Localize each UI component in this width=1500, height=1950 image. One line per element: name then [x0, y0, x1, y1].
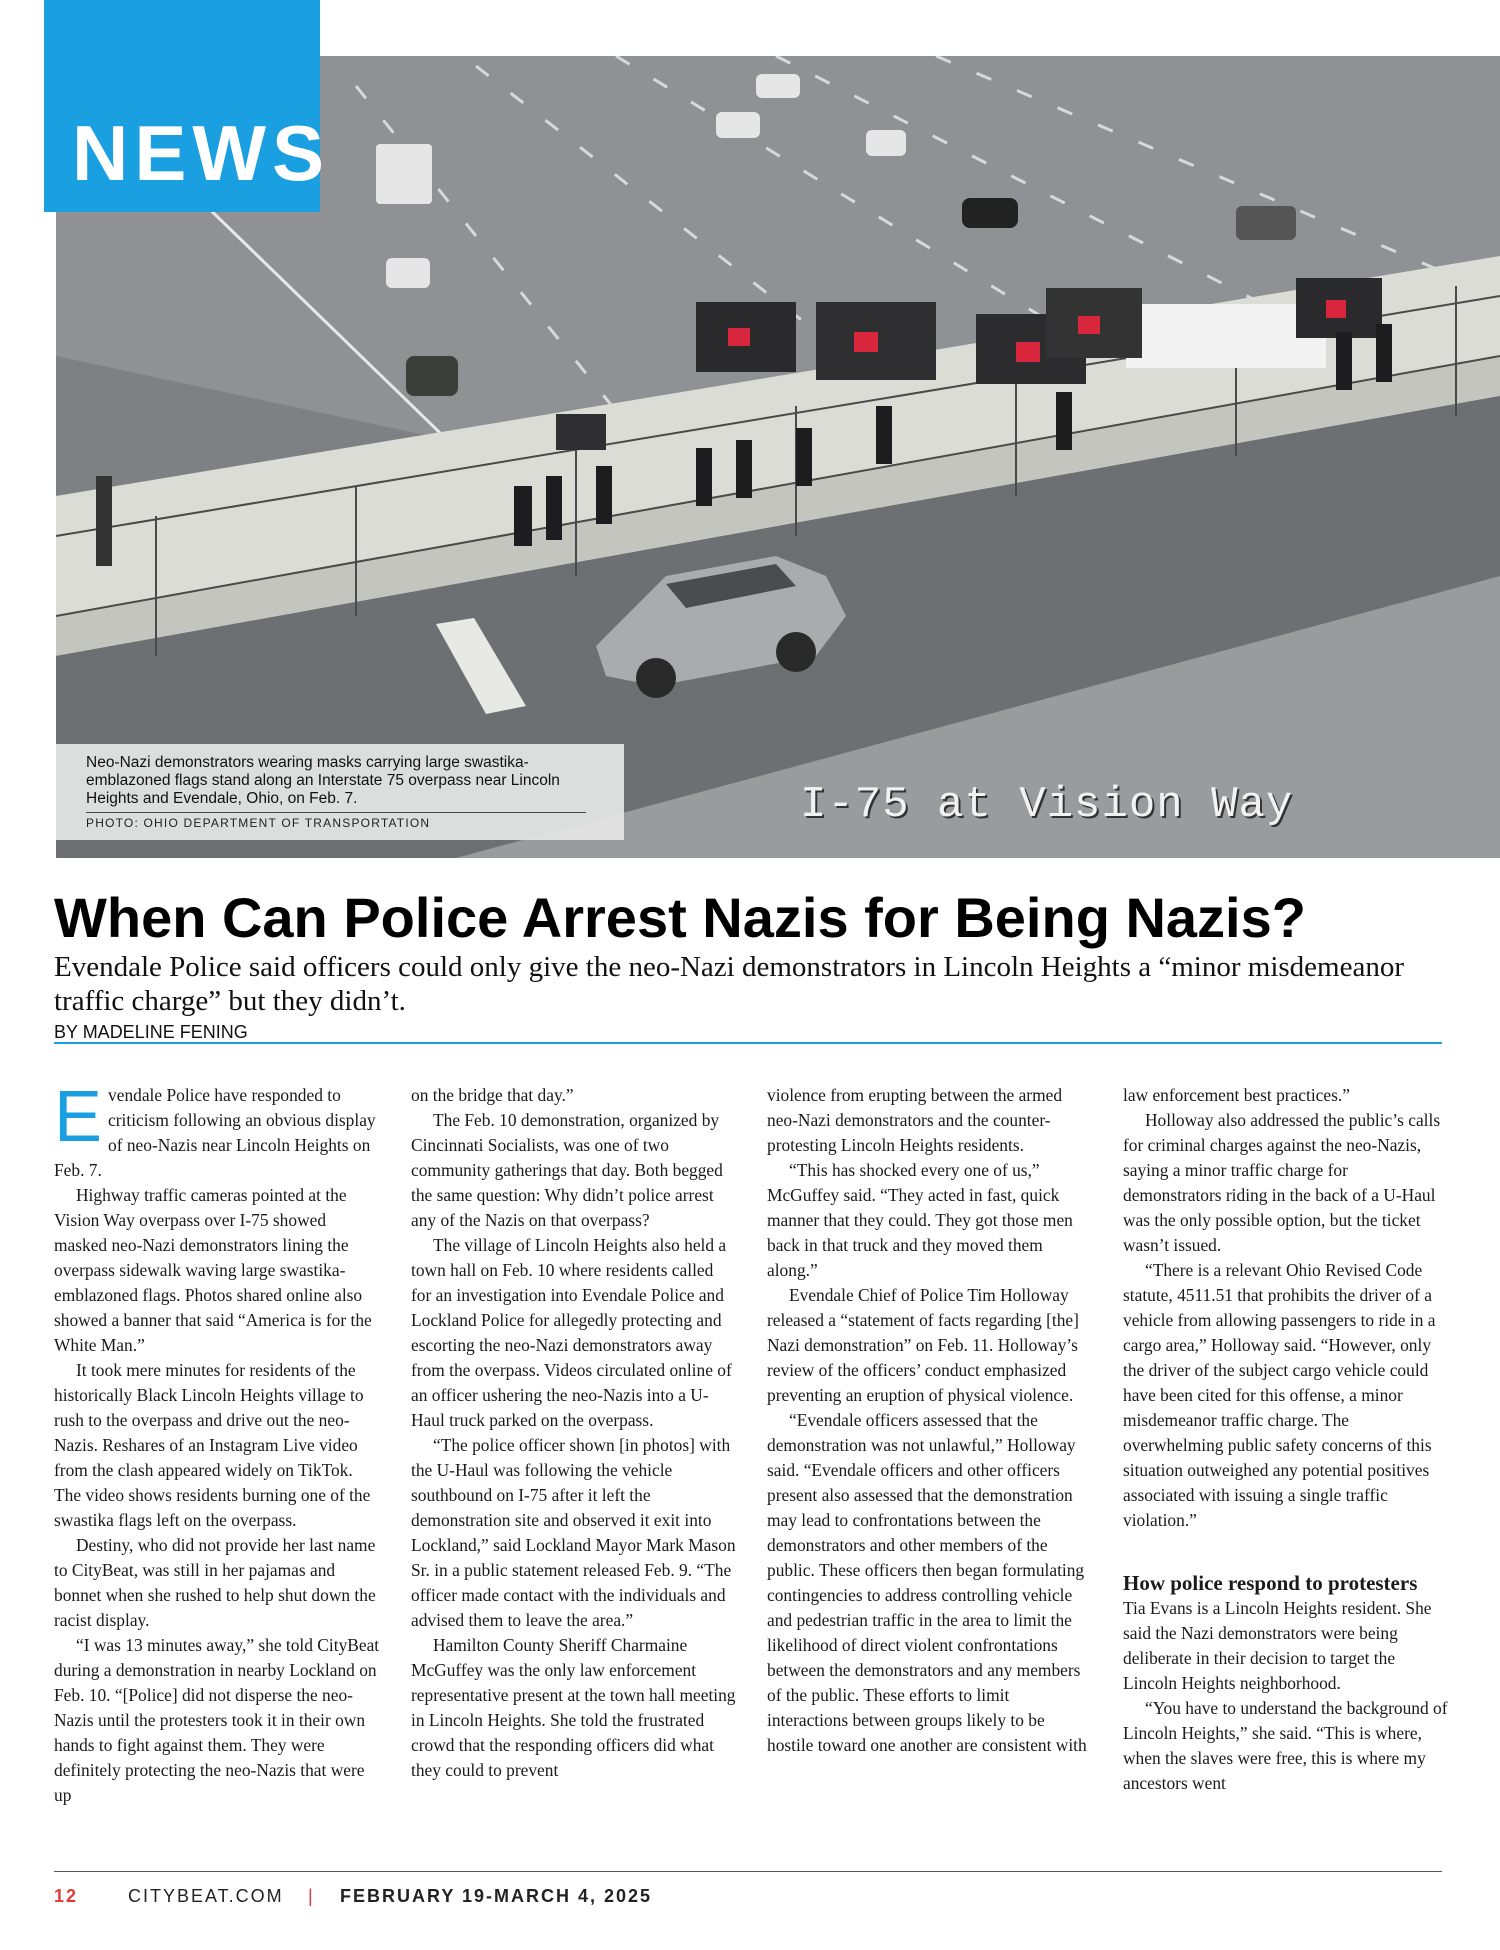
- photo-caption: [56, 744, 624, 840]
- text-column-3: [767, 1083, 1093, 1758]
- paragraph: “You have to understand the background of Lincoln Heights,” she said. “This is where, when the slaves were free, this is where my ancestors went: [1123, 1698, 1448, 1793]
- caption-divider: [86, 812, 586, 813]
- section-tab: [44, 0, 330, 212]
- section-label: NEWS: [72, 109, 330, 197]
- paragraph: “Evendale officers assessed that the demonstration was not unlawful,” Holloway said. “Evendale officers and other officers present also assessed that the demonstration may lead to confrontations between the demonstrators and other members of the public. These officers then began formulating contingencies to address controlling vehicle and pedestrian traffic in the area to limit the likelihood of direct violent confrontations between the demonstrators and any members of the public. These efforts to limit interactions between groups likely to be hostile toward one another are consistent with: [767, 1410, 1087, 1755]
- paragraph: Destiny, who did not provide her last name to CityBeat, was still in her pajamas and bonnet when she rushed to help shut down the racist display.: [54, 1535, 376, 1630]
- paragraph: law enforcement best practices.”: [1123, 1085, 1350, 1105]
- text-column-1: [54, 1077, 380, 1808]
- paragraph: Hamilton County Sheriff Charmaine McGuffey was the only law enforcement representative present at the town hall meeting in Lincoln Heights. She told the frustrated crowd that the responding officers did what they could to prevent: [411, 1635, 736, 1780]
- article-byline: BY MADELINE FENING: [54, 1022, 248, 1042]
- paragraph-text: vendale Police have responded to criticism following an obvious display of neo-Nazis near Lincoln Heights on Feb. 7.: [54, 1085, 376, 1180]
- issue-date: FEBRUARY 19-MARCH 4, 2025: [340, 1886, 653, 1906]
- paragraph: violence from erupting between the armed neo-Nazi demonstrators and the counter-protesting Lincoln Heights residents.: [767, 1085, 1063, 1155]
- paragraph: Tia Evans is a Lincoln Heights resident. She said the Nazi demonstrators were being deliberate in their decision to target the Lincoln Heights neighborhood.: [1123, 1598, 1432, 1693]
- byline-divider: [54, 1042, 1442, 1044]
- article-dek: Evendale Police said officers could only give the neo-Nazi demonstrators in Lincoln Heights a “minor misdemeanor traffic charge” but they didn’t.: [54, 951, 1405, 1017]
- caption-text: Neo-Nazi demonstrators wearing masks carrying large swastika-emblazoned flags stand along an Interstate 75 overpass near Lincoln Heights and Evendale, Ohio, on Feb. 7.: [86, 754, 560, 807]
- text-column-4: [1123, 1083, 1449, 1796]
- section-subhead: How police respond to protesters: [1123, 1571, 1418, 1595]
- paragraph: “I was 13 minutes away,” she told CityBeat during a demonstration in nearby Lockland on Feb. 10. “[Police] did not disperse the neo-Nazis until the protesters took it in their own hands to fight against them. They were definitely protecting the neo-Nazis that were up: [54, 1635, 380, 1805]
- camera-overlay-label: I-75 at Vision Way: [800, 780, 1294, 830]
- paragraph: Holloway also addressed the public’s calls for criminal charges against the neo-Nazis, saying a minor traffic charge for demonstrators riding in the back of a U-Haul was the only possible option, but the ticket wasn’t issued.: [1123, 1110, 1441, 1255]
- paragraph: “The police officer shown [in photos] with the U-Haul was following the vehicle southbound on I-75 after it left the demonstration site and observed it exit into Lockland,” said Lockland Mayor Mark Mason Sr. in a public statement released Feb. 9. “The officer made contact with the individuals and advised them to leave the area.”: [411, 1435, 736, 1630]
- footer-site: CITYBEAT.COM: [128, 1886, 284, 1906]
- photo-credit: PHOTO: OHIO DEPARTMENT OF TRANSPORTATION: [86, 816, 431, 830]
- paragraph: It took mere minutes for residents of the historically Black Lincoln Heights village to rush to the overpass and drive out the neo-Nazis. Reshares of an Instagram Live video from the clash appeared widely on TikTok. The video shows residents burning one of the swastika flags left on the overpass.: [54, 1360, 371, 1530]
- paragraph: on the bridge that day.”: [411, 1085, 574, 1105]
- text-column-2: [411, 1083, 737, 1783]
- paragraph: [54, 1077, 380, 1183]
- paragraph: The village of Lincoln Heights also held a town hall on Feb. 10 where residents called for an investigation into Evendale Police and Lockland Police for allegedly protecting and escorting the neo-Nazi demonstrators away from the overpass. Videos circulated online of an officer ushering the neo-Nazis into a U-Haul truck parked on the overpass.: [411, 1235, 732, 1430]
- article-headline: When Can Police Arrest Nazis for Being Nazis?: [54, 886, 1306, 949]
- footer-separator: |: [308, 1886, 315, 1906]
- paragraph: Highway traffic cameras pointed at the Vision Way overpass over I-75 showed masked neo-Nazi demonstrators lining the overpass sidewalk waving large swastika-emblazoned flags. Photos shared online also showed a banner that said “America is for the White Man.”: [54, 1185, 372, 1355]
- drop-cap: E: [54, 1077, 103, 1157]
- paragraph: “There is a relevant Ohio Revised Code statute, 4511.51 that prohibits the driver of a vehicle from allowing passengers to ride in a cargo area,” Holloway said. “However, only the driver of the subject cargo vehicle could have been cited for this offense, a minor misdemeanor traffic charge. The overwhelming public safety concerns of this situation outweighed any potential positives associated with issuing a single traffic violation.”: [1123, 1260, 1436, 1530]
- footer-divider: [54, 1871, 1442, 1872]
- paragraph: “This has shocked every one of us,” McGuffey said. “They acted in fast, quick manner that they could. They got those men back in that truck and they moved them along.”: [767, 1160, 1073, 1280]
- paragraph: Evendale Chief of Police Tim Holloway released a “statement of facts regarding [the] Nazi demonstration” on Feb. 11. Holloway’s review of the officers’ conduct emphasized preventing an eruption of physical violence.: [767, 1285, 1079, 1405]
- page-number: 12: [54, 1886, 79, 1906]
- paragraph: The Feb. 10 demonstration, organized by Cincinnati Socialists, was one of two community gatherings that day. Both begged the same question: Why didn’t police arrest any of the Nazis on that overpass?: [411, 1110, 723, 1230]
